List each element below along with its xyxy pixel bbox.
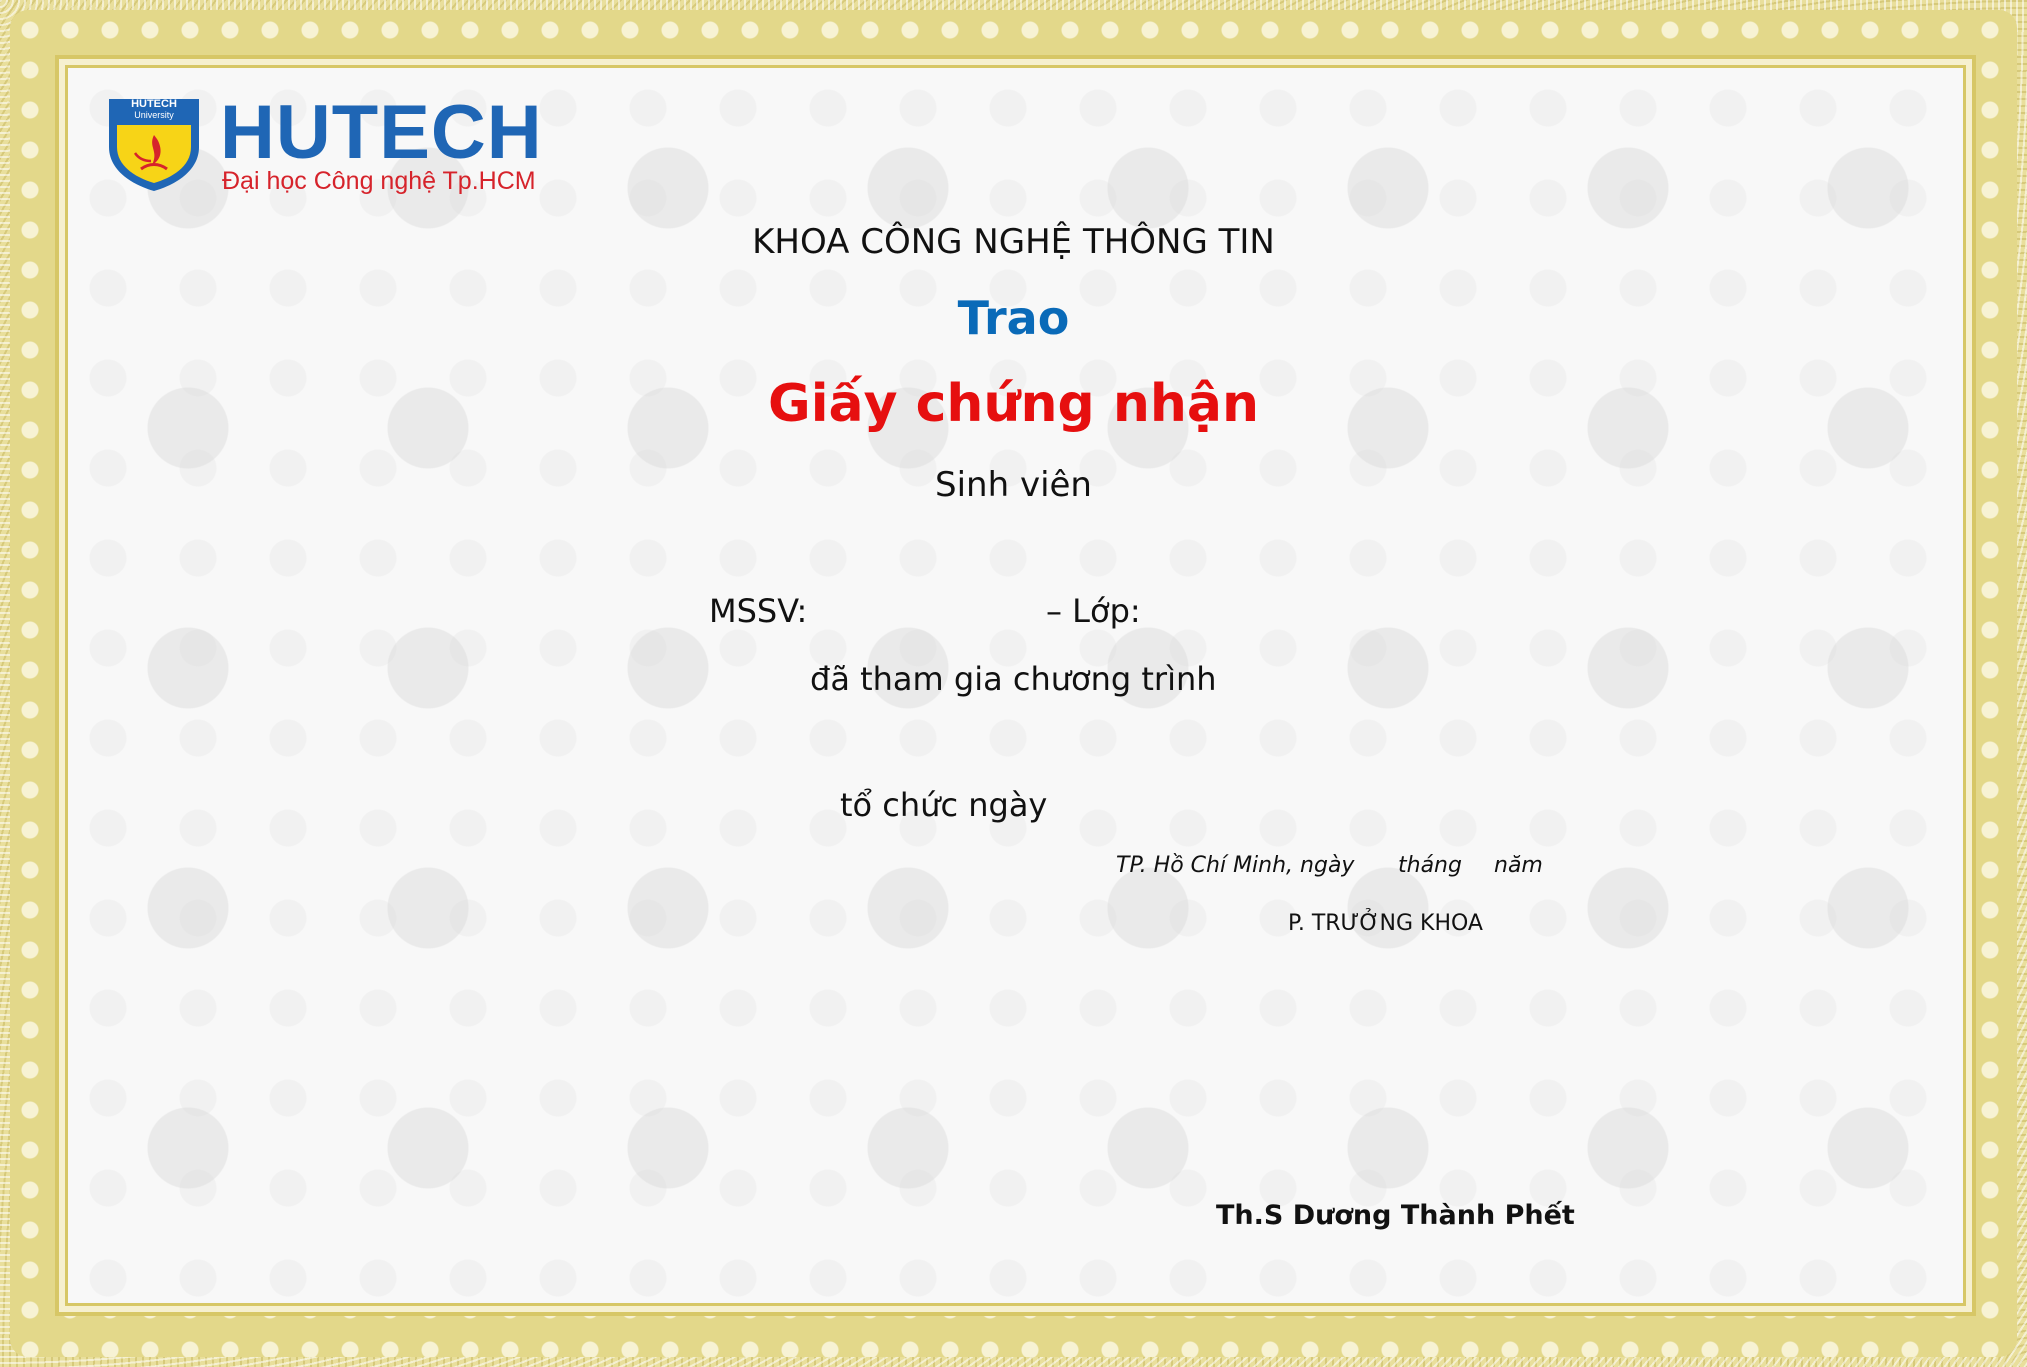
hutech-logo	[105, 90, 585, 200]
signer-title: P. TRƯỞNG KHOA	[1288, 911, 1483, 936]
student-label: Sinh viên	[935, 465, 1092, 505]
class-label: – Lớp:	[1046, 592, 1141, 630]
shield-university-text: University	[134, 110, 174, 120]
signer-name: Th.S Dương Thành Phết	[1216, 1200, 1575, 1231]
participation-text: đã tham gia chương trình	[810, 660, 1217, 698]
held-on-text: tổ chức ngày	[840, 786, 1048, 824]
year-word: năm	[1494, 853, 1543, 878]
month-word: tháng	[1398, 853, 1462, 878]
logo-subtitle: Đại học Công nghệ Tp.HCM	[222, 167, 536, 195]
certificate-title: Giấy chứng nhận	[768, 374, 1259, 434]
place-date-text: TP. Hồ Chí Minh, ngày	[1116, 853, 1355, 878]
award-word: Trao	[957, 291, 1070, 345]
shield-brand-text: HUTECH	[131, 98, 177, 110]
faculty-name: KHOA CÔNG NGHỆ THÔNG TIN	[752, 222, 1275, 262]
student-id-label: MSSV:	[709, 592, 808, 630]
logo-wordmark: HUTECH	[220, 90, 543, 175]
